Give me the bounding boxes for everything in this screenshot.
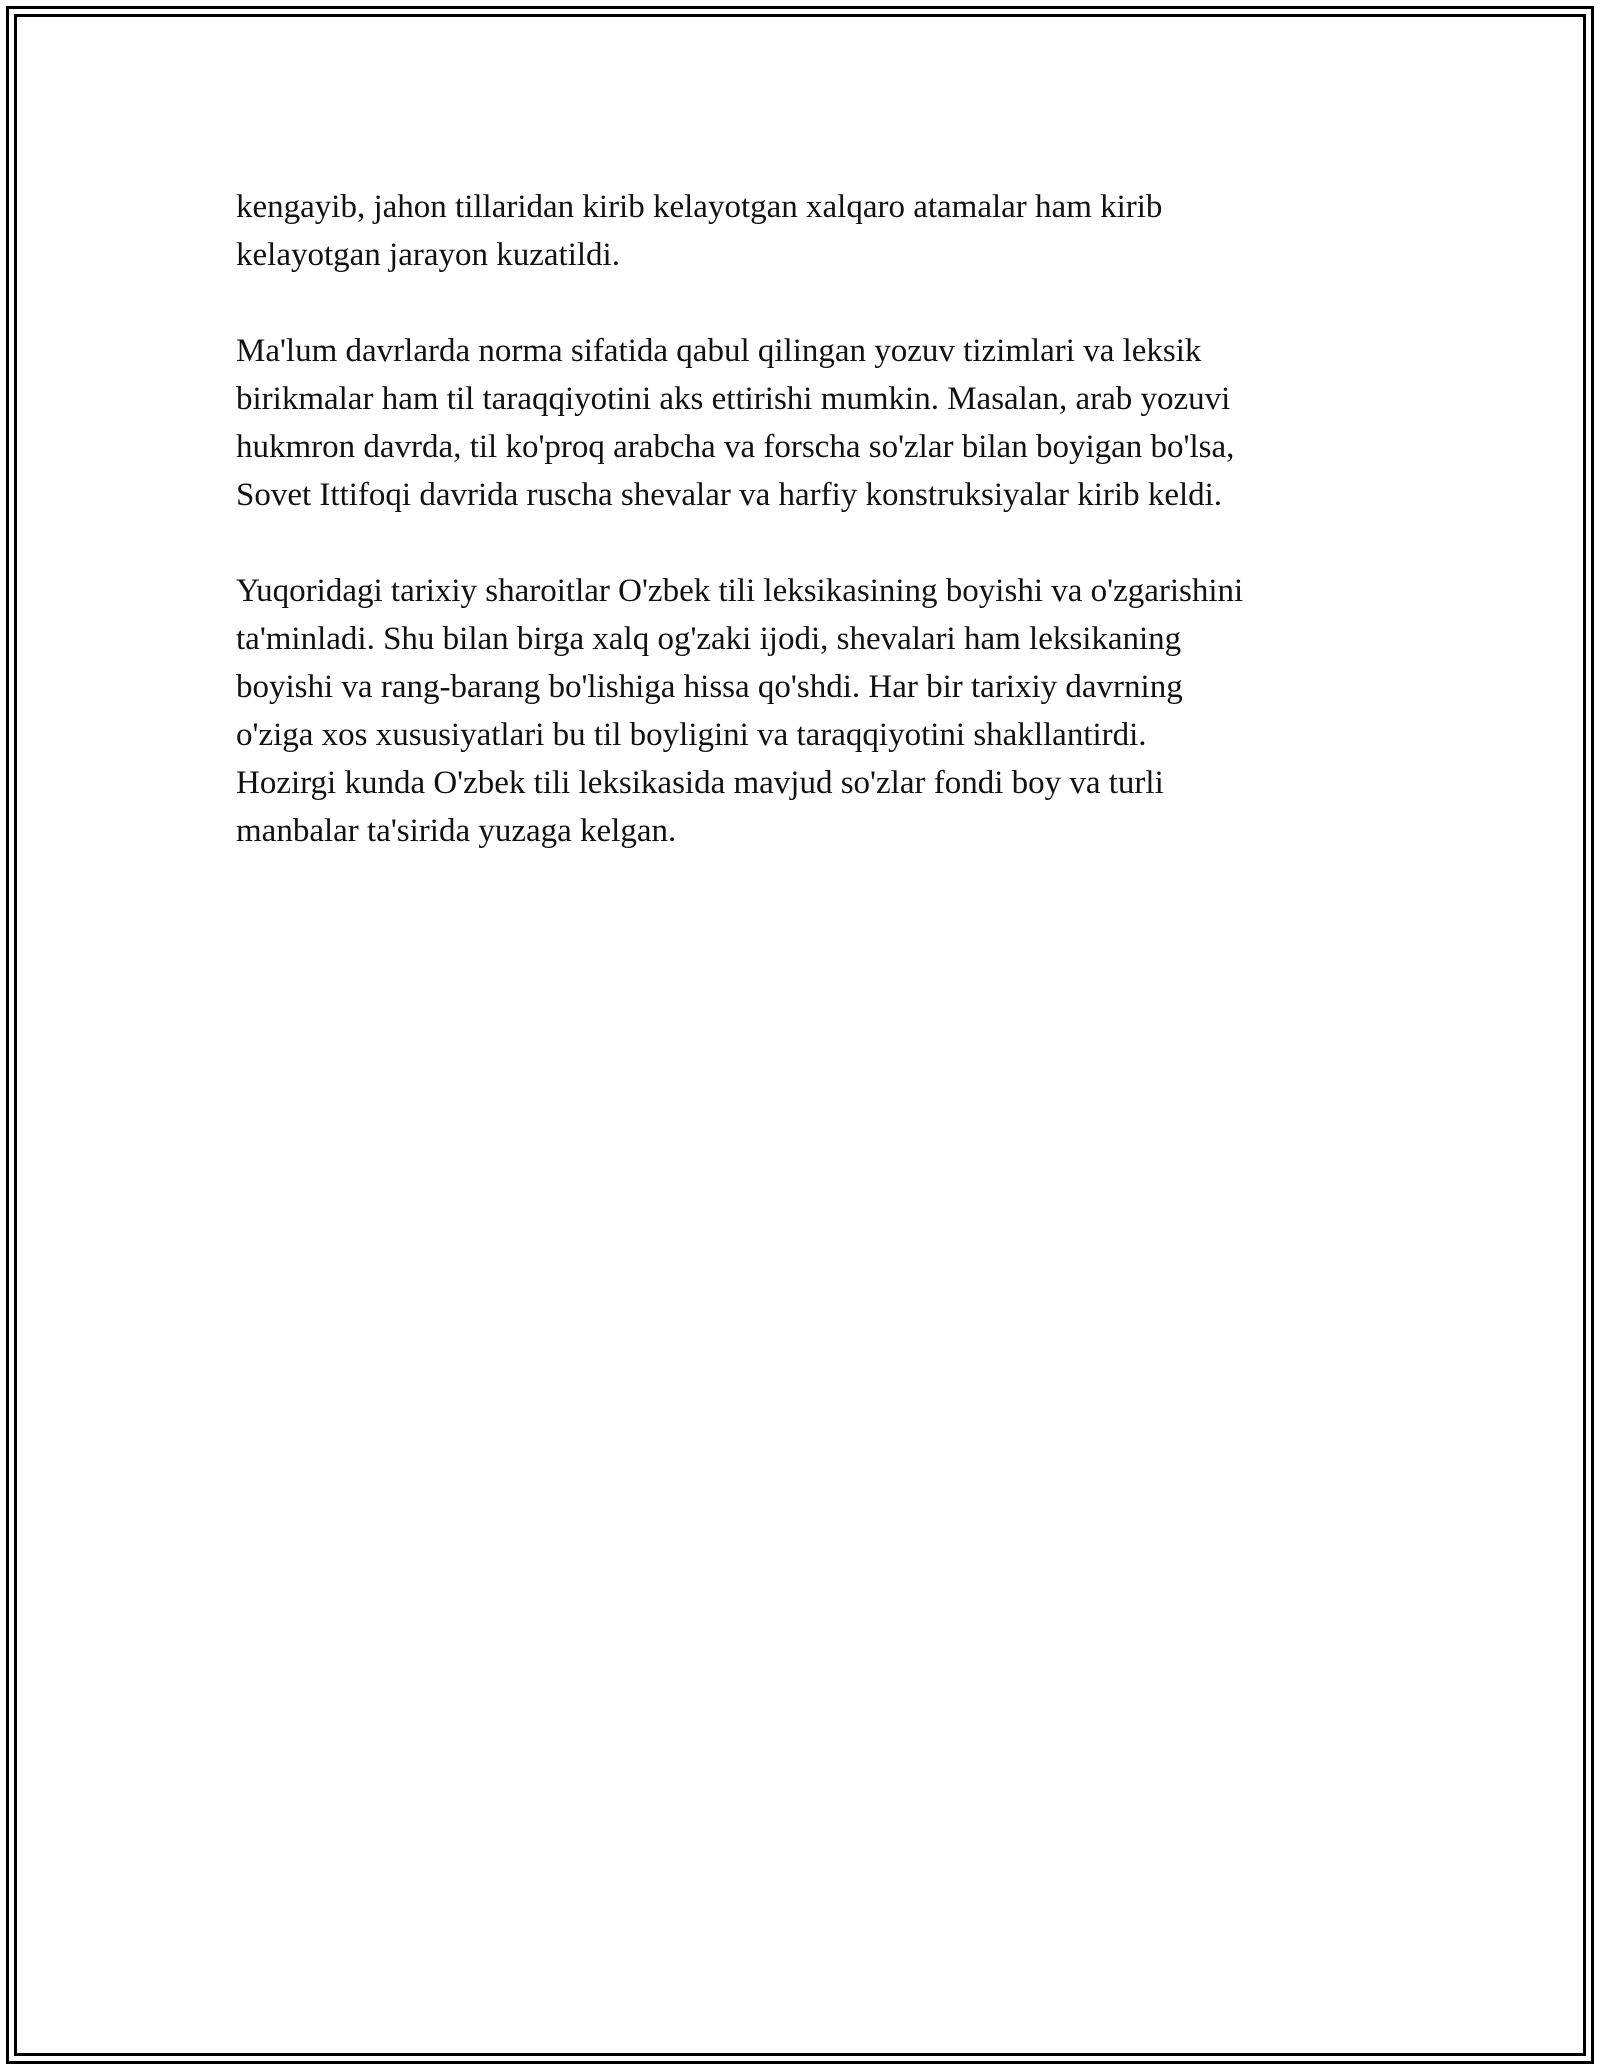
paragraph-2 [236,327,1416,519]
text-line: hukmron davrda, til ko'proq arabcha va forscha so'zlar bilan boyigan bo'lsa, [236,429,1235,465]
paragraph-3 [236,567,1416,855]
text-line: Hozirgi kunda O'zbek tili leksikasida mavjud so'zlar fondi boy va turli [236,765,1164,801]
text-line: birikmalar ham til taraqqiyotini aks ettirishi mumkin. Masalan, arab yozuvi [236,381,1231,417]
text-line: Ma'lum davrlarda norma sifatida qabul qilingan yozuv tizimlari va leksik [236,333,1202,369]
paragraph-1 [236,183,1416,279]
document-body [236,183,1416,903]
text-line: kengayib, jahon tillaridan kirib kelayotgan xalqaro atamalar ham kirib [236,189,1163,225]
text-line: ta'minladi. Shu bilan birga xalq og'zaki ijodi, shevalari ham leksikaning [236,621,1182,657]
text-line: Sovet Ittifoqi davrida ruscha shevalar va harfiy konstruksiyalar kirib keldi. [236,477,1223,513]
text-line: manbalar ta'sirida yuzaga kelgan. [236,813,677,849]
text-line: Yuqoridagi tarixiy sharoitlar O'zbek tili leksikasining boyishi va o'zgarishini [236,573,1244,609]
text-line: o'ziga xos xususiyatlari bu til boyligini va taraqqiyotini shakllantirdi. [236,717,1147,753]
text-line: kelayotgan jarayon kuzatildi. [236,237,620,273]
text-line: boyishi va rang-barang bo'lishiga hissa qo'shdi. Har bir tarixiy davrning [236,669,1183,705]
